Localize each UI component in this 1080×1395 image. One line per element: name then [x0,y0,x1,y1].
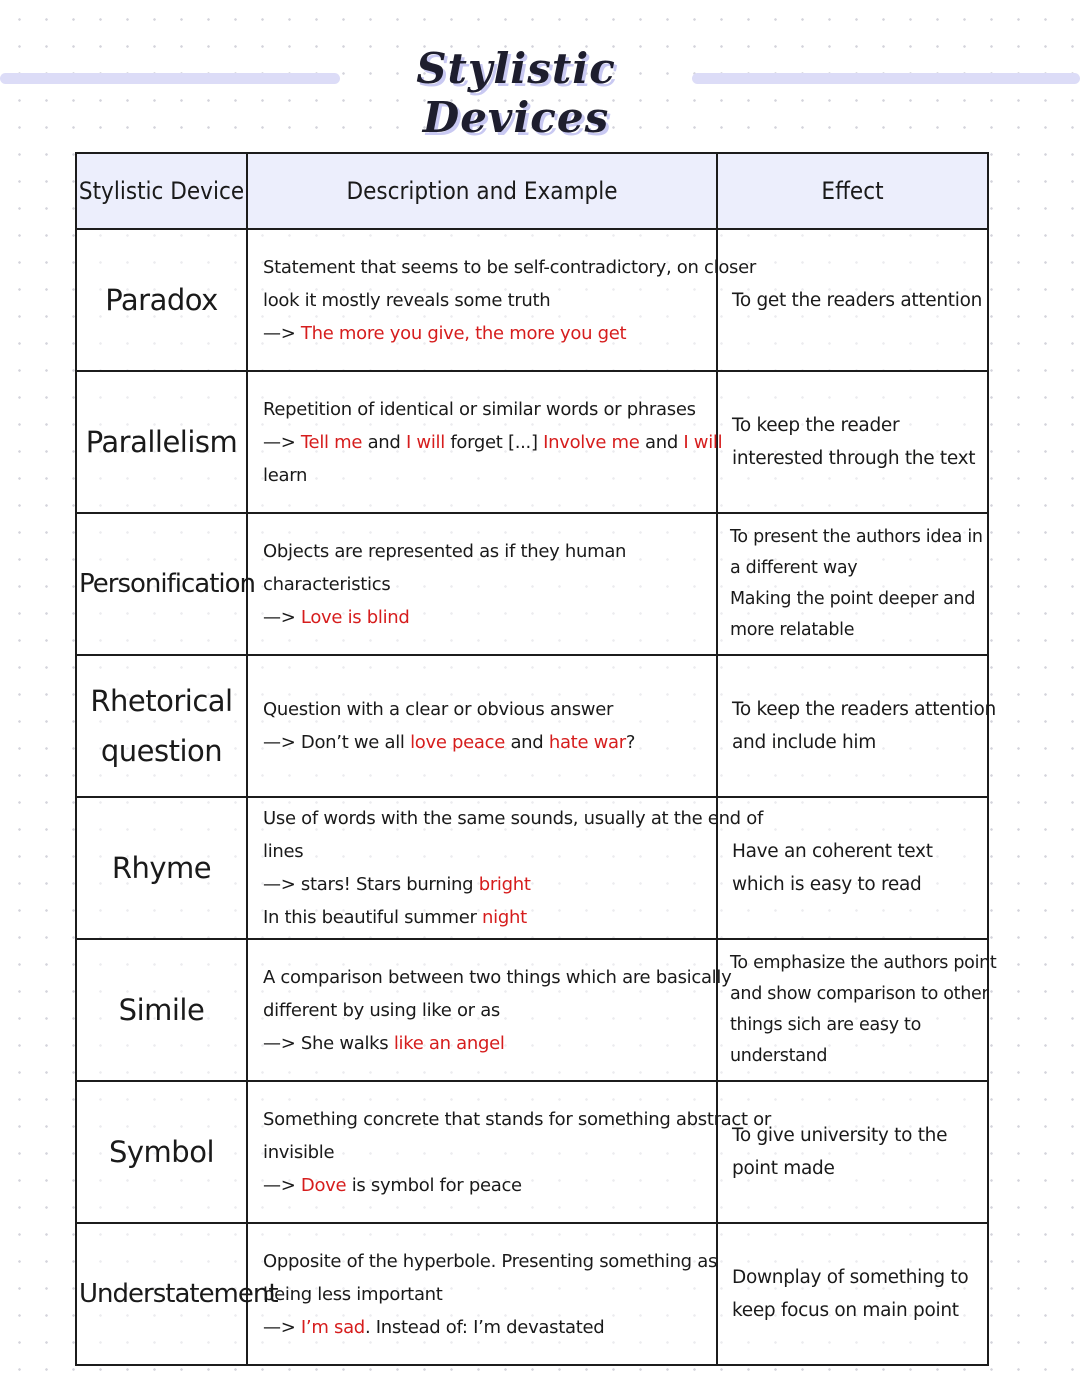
description-text: A comparison between two things which are basically [263,966,732,988]
table-row [76,939,988,1081]
effect-text: and include him [732,732,876,753]
table-row [76,371,988,513]
device-name-line: Rhetorical [90,684,233,718]
description-text: Something concrete that stands for something abstract or [263,1108,771,1130]
example-line [263,317,706,350]
example-highlight: Tell me [300,431,363,453]
title-line-right [692,73,1080,84]
example-highlight: night [482,907,527,928]
effect-text: To get the readers attention [732,289,983,311]
effect-text: more relatable [730,620,855,640]
example-prefix: —> [263,1174,301,1196]
table-row [76,655,988,797]
example-text: and [505,732,549,753]
device-name: Personification [76,513,247,655]
page-title: Stylistic Devices [416,44,616,142]
header-row [76,153,988,229]
device-name: Understatement [76,1223,247,1365]
device-name: Simile [76,939,247,1081]
effect-cell [717,655,996,797]
description-cell [247,513,717,655]
example-prefix: —> [263,606,301,628]
effect-text: To emphasize the authors point [730,953,997,973]
device-name-line: question [100,734,223,768]
example-highlight: Involve me [543,431,640,453]
example-highlight: I will [405,431,445,453]
description-cell [247,371,723,513]
effect-cell [717,1223,988,1365]
device-name: Symbol [76,1081,247,1223]
description-text: different by using like or as [263,999,501,1021]
description-text: Objects are represented as if they human [263,540,627,562]
effect-cell [717,229,988,371]
effect-text: keep focus on main point [732,1300,959,1321]
effect-text: which is easy to read [732,874,922,895]
description-text: characteristics [263,573,391,595]
example-text: and [639,431,684,453]
example-line [263,1169,706,1202]
description-cell [247,229,756,371]
description-cell [247,655,717,797]
description-text: Question with a clear or obvious answer [263,699,614,720]
description-text: look it mostly reveals some truth [263,289,551,311]
effect-text: a different way [730,558,858,578]
title-bar [0,22,1080,142]
effect-text: To present the authors idea in [730,527,983,547]
example-highlight: like an angel [393,1032,505,1054]
table-row [76,1081,988,1223]
description-text: invisible [263,1141,335,1163]
device-name [76,655,247,797]
example-prefix: —> stars! Stars burning [263,874,479,895]
example-line [263,426,723,459]
table-row [76,229,988,371]
header-effect: Effect [717,153,988,229]
example-prefix: —> [263,431,301,453]
effect-text: Making the point deeper and [730,589,976,609]
header-device: Stylistic Device [76,153,247,229]
description-text: lines [263,841,304,862]
example-line [263,1027,706,1060]
table-row [76,513,988,655]
header-description: Description and Example [247,153,717,229]
device-name: Rhyme [76,797,247,939]
example-prefix: —> She walks [263,1032,394,1054]
example-highlight: hate war [548,732,626,753]
effect-text: and show comparison to other [730,984,989,1004]
example-prefix: —> Don’t we all [263,732,411,753]
description-text: being less important [263,1283,443,1305]
example-prefix: —> [263,1316,301,1338]
example-text: . Instead of: I’m devastated [364,1316,605,1338]
effect-text: To keep the readers attention [732,699,996,720]
example-text: is symbol for peace [346,1174,522,1196]
description-text: Statement that seems to be self-contradictory, on closer [263,256,756,278]
effect-cell [717,939,997,1081]
example-highlight: Love is blind [300,606,410,628]
effect-text: Downplay of something to [732,1267,969,1288]
example-text: forget [...] [444,431,544,453]
example-text: learn [263,464,308,486]
effect-cell [717,371,988,513]
effect-text: understand [730,1046,828,1066]
example-highlight: The more you give, the more you get [300,322,627,344]
effect-text: interested through the text [732,448,976,469]
effect-text: Have an coherent text [732,841,933,862]
example-text: and [362,431,406,453]
example-line [263,726,706,759]
example-line [263,868,706,901]
effect-text: To give university to the [732,1125,948,1146]
device-name: Parallelism [76,371,247,513]
example-prefix: —> [263,322,301,344]
effect-cell [717,513,988,655]
stylistic-devices-table [75,152,997,1366]
example-highlight: Dove [300,1174,347,1196]
example-highlight: bright [478,874,531,895]
device-name: Paradox [76,229,247,371]
example-text: In this beautiful summer [263,907,483,928]
example-highlight: I’m sad [300,1316,365,1338]
example-line [263,1311,706,1344]
effect-text: things sich are easy to [730,1015,922,1035]
example-text: ? [625,732,636,753]
title-line-left [0,73,340,84]
example-highlight: love peace [410,732,506,753]
table-row [76,797,988,939]
description-cell [247,1081,771,1223]
example-highlight: I will [683,431,723,453]
effect-cell [717,1081,988,1223]
description-cell [247,1223,717,1365]
description-text: Repetition of identical or similar words or phrases [263,398,696,420]
description-text: Opposite of the hyperbole. Presenting something as [263,1250,718,1272]
effect-text: point made [732,1158,835,1179]
effect-text: To keep the reader [732,415,900,436]
example-line [263,901,706,934]
description-text: Use of words with the same sounds, usually at the end of [263,808,763,829]
description-cell [247,797,763,939]
description-cell [247,939,732,1081]
example-line [263,601,706,634]
table-row [76,1223,988,1365]
